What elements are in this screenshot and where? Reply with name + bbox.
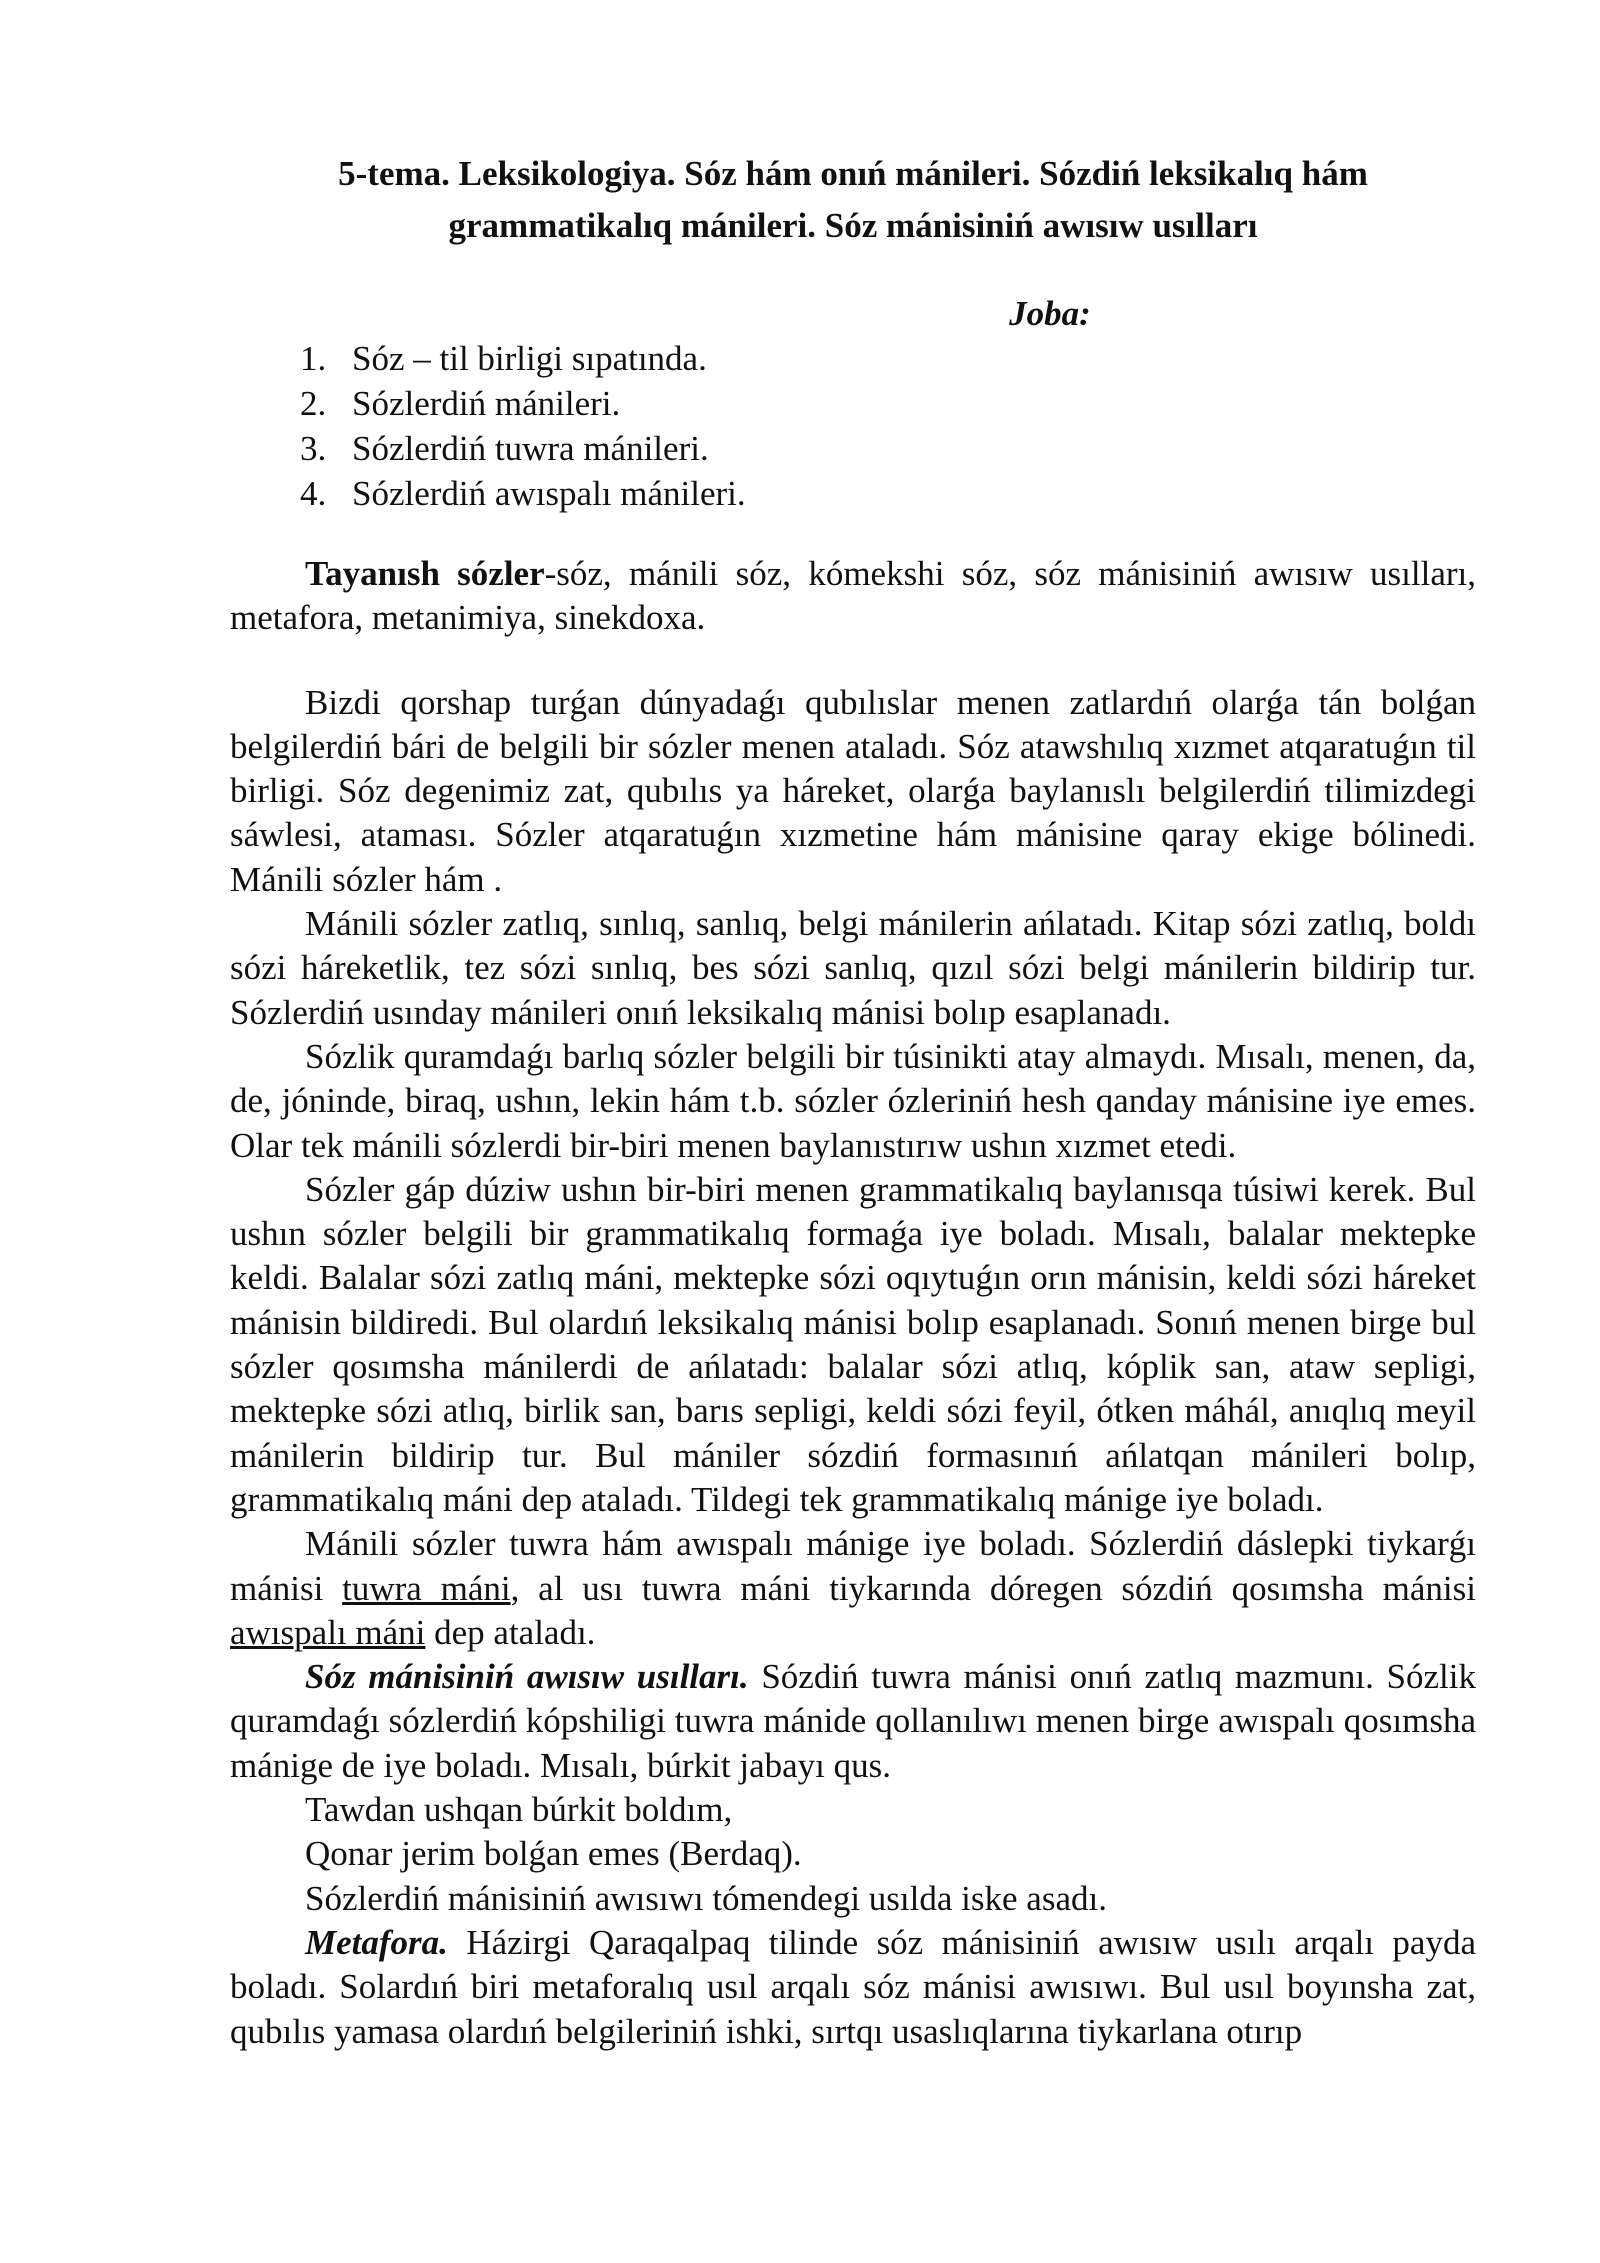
paragraph-8-text: Házirgi Qaraqalpaq tilinde sóz mánisiniń awısıw usılı arqalı payda boladı. Solardıń biri metaforalıq usıl arqalı sóz mánisi awısıwı. Bul usıl boyınsha zat, qubılıs yamasa olardıń belgileriniń ishki, sırtqı usaslıqlarına tiykarlana otırıp [230,1922,1476,2051]
plan-item-text: Sóz – til birligi sıpatında. [352,339,707,378]
paragraph-7: Sózlerdiń mánisiniń awısıwı tómendegi usılda iske asadı. [305,1878,1107,1918]
plan-item-number: 2. [300,384,327,423]
paragraph-4: Sózler gáp dúziw ushın bir-biri menen grammatikalıq baylanısqa túsiwi kerek. Bul ushın sózler belgili bir grammatikalıq formaǵa iye boladı. Mısalı, balalar mektepke keldi. Balalar sózi zatlıq máni, mektepke sózi oqıytuǵın orın mánisin, keldi sózi háreket mánisin bildiredi. Bul olardıń leksikalıq mánisi bolıp esaplanadı. Sonıń menen birge bul sózler qosımsha mánilerdi de ańlatadı: balalar sózi atlıq, kóplik san, ataw sepligi, mektepke sózi atlıq, birlik san, barıs sepligi, keldi sózi feyil, ótken máhál, anıqlıq meyil mánilerin bildirip tur. Bul mániler sózdiń formasınıń ańlatqan mánileri bolıp, grammatikalıq máni dep ataladı. Tildegi tek grammatikalıq mánige iye boladı. [230,1169,1476,1519]
plan-list [300,336,746,516]
paragraph-1: Bizdi qorshap turǵan dúnyadaǵı qubılıslar menen zatlardıń olarǵa tán bolǵan belgilerdiń bári de belgili bir sózler menen ataladı. Sóz atawshılıq xızmet atqaratuǵın til birligi. Sóz degenimiz zat, qubılıs ya háreket, olarǵa baylanıslı belgilerdiń tilimizdegi sáwlesi, ataması. Sózler atqaratuǵın xızmetine hám mánisine qaray ekige bólinedi. Mánili sózler hám . [230,682,1476,899]
plan-item [300,471,746,516]
verse-line-1: Tawdan ushqan búrkit boldım, [305,1790,733,1830]
paragraph-6 [230,1655,1476,1788]
keywords-label: Tayanısh sózler [305,554,545,593]
plan-item-number: 4. [300,474,327,513]
plan-item-text: Sózlerdiń mánileri. [352,384,621,423]
section-heading-metafora: Metafora. [305,1922,448,1962]
verse-line-2: Qonar jerim bolǵan emes (Berdaq). [305,1834,802,1874]
paragraph-5-text-b: , al usı tuwra máni tiykarında dóregen sózdiń qosımsha mánisi [510,1568,1476,1608]
plan-item-text: Sózlerdiń awıspalı mánileri. [352,474,746,513]
underlined-term-awispali: awıspalı máni [230,1612,426,1652]
paragraph-3: Sózlik quramdaǵı barlıq sózler belgili bir túsinikti atay almaydı. Mısalı, menen, da, de, jóninde, biraq, ushın, lekin hám t.b. sózler ózleriniń hesh qanday mánisine iye emes. Olar tek mánili sózlerdi bir-biri menen baylanıstırıw ushın xızmet etedi. [230,1036,1476,1165]
document-title [230,148,1476,252]
plan-item-text: Sózlerdiń tuwra mánileri. [352,429,709,468]
title-line-1: 5-tema. Leksikologiya. Sóz hám onıń mánileri. Sózdiń leksikalıq hám [338,154,1368,193]
paragraph-5-text-a: Mánili sózler tuwra hám awıspalı mánige iye boladı. Sózlerdiń dáslepki tiykarǵı mánisi [230,1524,1476,1608]
paragraph-6-text: Sózdiń tuwra mánisi onıń zatlıq mazmunı. Sózlik quramdaǵı sózlerdiń kópshiligi tuwra mánide qollanılıwı menen birge awıspalı qosımsha mánige de iye boladı. Mısalı, búrkit jabayı qus. [230,1657,1476,1785]
plan-item-number: 3. [300,429,327,468]
title-line-2: grammatikalıq mánileri. Sóz mánisiniń awısıw usılları [448,206,1258,245]
plan-item-number: 1. [300,339,327,378]
document-body [230,552,1476,2054]
keywords-paragraph [230,552,1476,641]
section-heading-usillar: Sóz mánisiniń awısıw usılları. [305,1657,749,1697]
paragraph-5-text-c: dep ataladı. [425,1612,596,1652]
paragraph-2: Mánili sózler zatlıq, sınlıq, sanlıq, belgi mánilerin ańlatadı. Kitap sózi zatlıq, boldı sózi háreketlik, tez sózi sınlıq, bes sózi sanlıq, qızıl sózi belgi mánilerin bildirip tur. Sózlerdiń usınday mánileri onıń leksikalıq mánisi bolıp esaplanadı. [230,904,1476,1032]
underlined-term-tuwra: tuwra máni [342,1568,511,1608]
keywords-text: -sóz, mánili sóz, kómekshi sóz, sóz mánisiniń awısıw usılları, metafora, metanimiya, sinekdoxa. [230,554,1476,638]
paragraph-5 [230,1522,1476,1655]
paragraph-8 [230,1921,1476,2054]
plan-item [300,336,746,381]
plan-heading: Joba: [1009,294,1091,333]
plan-item [300,381,746,426]
plan-item [300,426,746,471]
